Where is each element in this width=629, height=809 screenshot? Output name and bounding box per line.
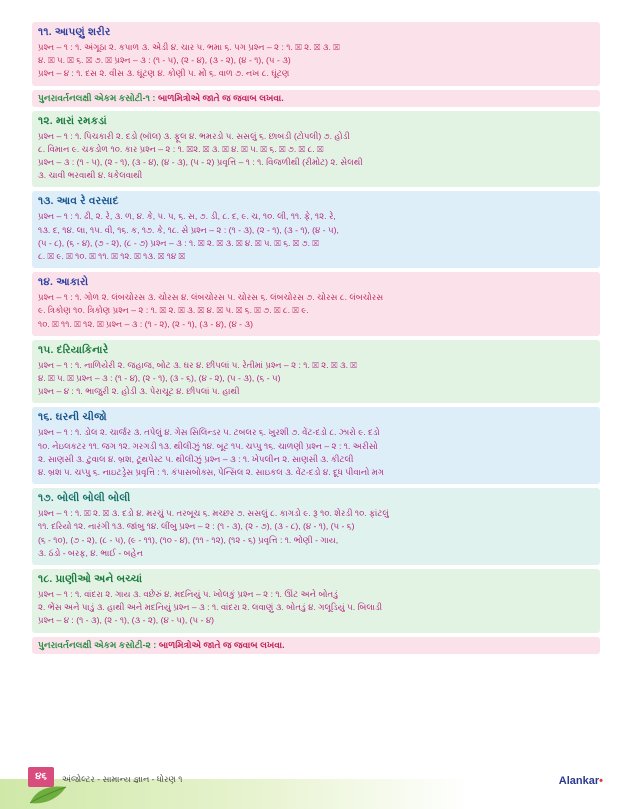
answer-line: ૧૦. ☒ ૧૧. ☒ ૧૨. ☒ પ્રશ્ન – ૩ : (૧ - ૨), (૨ - ૧), (૩ - ૪), (૪ - ૩) — [38, 318, 254, 329]
answer-line: ૩. ચાવી ભરવાથી ૪. ધકેલવાથી — [38, 170, 143, 181]
answer-line: પ્રશ્ન – ૩ : (૧ - ૫), (૨ - ૧), (૩ - ૪), (૪ - ૩), (૫ - ૨) પ્રવૃત્તિ – ૧ : ૧. વિજળીથી (રીમોટ) ૨. સેલથી — [38, 157, 363, 168]
revision-test-2 — [32, 637, 600, 654]
revision-label: પુનરાવર્તનલક્ષી એકમ કસોટી-૧ : — [38, 92, 156, 103]
section-ch15 — [32, 340, 600, 404]
answer-line: પ્રશ્ન – ૧ : ૧. ગોળ ૨. લંબચોરસ ૩. ચોરસ ૪. લંબચોરસ ૫. ચોરસ ૬. લંબચોરસ ૭. ચોરસ ૮. લંબચોરસ — [38, 292, 384, 303]
section-ch16 — [32, 407, 600, 484]
section-ch17 — [32, 488, 600, 565]
answer-line: પ્રશ્ન – ૧ : ૧. અંગૂઠા ૨. કપાળ ૩. એડી ૪. ચાર ૫. ભમા ૬. પગ પ્રશ્ન – ૨ : ૧. ☒ ૨. ☒ ૩. ☒ — [38, 42, 340, 52]
answer-line: ૧૦. નેઇલકટર ૧૧. જગ ૧૨. ગરગડી ૧૩. થીલીઝું ૧૪. બૂટ ૧૫. ચપ્પુ ૧૬. ચાળણી પ્રશ્ન – ૨ : ૧. અરીસો — [38, 440, 378, 451]
section-title: ૧૭. બોલી બોલી બોલી — [38, 492, 131, 505]
answer-line: (૬ - ૧૦), (૭ - ૨), (૮ - ૫), (૯ - ૧૧), (૧૦ - ૪), (૧૧ - ૧૨), (૧૨ - ૬) પ્રવૃત્તિ : ૧. ભોંણી - ગાય, — [38, 534, 339, 545]
answer-line: પ્રશ્ન – ૪ : ૧. દસ ૨. વીસ ૩. ઘૂંટણ ૪. કોણી ૫. મોં ૬. વાળ ૭. નખ ૮. ઘૂંટણ — [38, 68, 290, 79]
section-title: ૧૫. દરિયાકિનારે — [38, 343, 109, 356]
answer-line: ૮. ☒ ૯. ☒ ૧૦. ☒ ૧૧. ☒ ૧૨. ☒ ૧૩. ☒ ૧૪ ☒ — [38, 251, 186, 262]
answer-line: પ્રશ્ન – ૧ : ૧. ડોલ ૨. ચાર્જર ૩. તપેલું ૪. ગેસ સિલિન્ડર ૫. ટબલર ૬. ખુરશી ૭. વેંટ-દડો ૮. ઝારો ૯. દડો — [38, 427, 380, 438]
answer-line: ૨. ભેંસ અને પાડું ૩. હાથી અને મદનિયું પ્રશ્ન – ૩ : ૧. વાંદરા ૨. લવાણું ૩. બોતડું ૪. ગલૂડિયું ૫. બિલાડી — [38, 602, 383, 613]
brand-logo — [559, 775, 603, 787]
answer-line: પ્રશ્ન – ૧ : ૧. ☒ ૨. ☒ ૩. દડો ૪. મરચું ૫. તરબૂચ ૬. મચ્છર ૭. સસલું ૮. કાગડો ૯. રૂ ૧૦. શેરડી ૧૦. ફાંટલું — [38, 508, 389, 519]
section-title: ૧૩. આવ રે વરસાદ — [38, 195, 119, 208]
answer-line: ૨. સાણસી ૩. ટુવાલ ૪. બ્રશ, ટૂથપેસ્ટ ૫. થીલીઝું પ્રશ્ન – ૩ : ૧. ખેપલીન ૨. સાણસી ૩. કીટલી — [38, 453, 354, 464]
answer-line: પ્રશ્ન – ૪ : ૧. ભાજુરી ૨. હોડી ૩. પેરાચૂટ ૪. છીપલાં ૫. હાથી — [38, 386, 240, 397]
answer-line: ૧૧. દરિયો ૧૨. નારંગી ૧૩. જાંબુ ૧૪. લીંબુ પ્રશ્ન – ૨ : (૧ - ૩), (૨ - ૭), (૩ - ૮), (૪ - ૧), (૫ - ૬) — [38, 521, 355, 532]
section-title: ૧૨. મારાં રમકડાં — [38, 114, 107, 127]
section-ch18 — [32, 569, 600, 633]
page-footer — [0, 751, 629, 809]
answer-line: ૪. ☒ ૫. ☒ પ્રશ્ન – ૩ : (૧ - ૪), (૨ - ૧), (૩ - ૬), (૪ - ૨), (૫ - ૩), (૬ - ૫) — [38, 373, 281, 384]
section-ch12 — [32, 111, 600, 188]
section-title: ૧૬. ઘરની ચીજો — [38, 411, 107, 424]
section-ch14 — [32, 272, 600, 336]
answer-line: ૪. બ્રશ ૫. ચપ્પુ ૬. નાઇટડ્રેસ પ્રવૃત્તિ : ૧. કંપાસબોક્સ, પેન્સિલ ૨. સાઇકલ ૩. વેંટ-દડો ૪. દૂધ પીવાનો મગ — [38, 467, 385, 478]
answer-line: (૫ - ૮), (૬ - ૪), (૭ - ૨), (૮ - ૭) પ્રશ્ન – ૩ : ૧. ☒ ૨. ☒ ૩. ☒ ૪. ☒ ૫. ☒ ૬. ☒ ૭. ☒ — [38, 237, 319, 248]
answer-line: પ્રશ્ન – ૧ : ૧. વાંદરા ૨. ગાય ૩. વછેરું ૪. મદનિયું ૫. ખોલકું પ્રશ્ન – ૨ : ૧. ઊંટ અને બોતડું — [38, 589, 338, 600]
section-ch11 — [32, 22, 600, 86]
answers-content — [32, 22, 600, 658]
section-title: ૧૪. આકારો — [38, 276, 89, 289]
footer-note: અંજોલ્ટર - સામાન્ય જ્ઞાન - ધોરણ ૧ — [62, 774, 183, 784]
section-title: ૧૧. આપણું શરીર — [38, 26, 111, 38]
answer-line: પ્રશ્ન – ૧ : ૧. ઢી, ૨. રે, ૩. ળ, ૪. કે, ૫. પ, ૬. સ, ૭. ડી, ૮. દ, ૯. ચ, ૧૦. લી, ૧૧. ફે, ૧૨. રે, — [38, 211, 336, 222]
page-number: ૪૬ — [28, 767, 54, 787]
answer-line: ૯. ત્રિકોણ ૧૦. ત્રિકોણ પ્રશ્ન – ૨ : ૧. ☒ ૨. ☒ ૩. ☒ ૪. ☒ ૫. ☒ ૬. ☒ ૭. ☒ ૮. ☒ ૯. — [38, 305, 309, 316]
answer-line: ૮. વિમાન ૯. ચકડોળ ૧૦. કાર પ્રશ્ન – ૨ : ૧. ☒૨. ☒ ૩. ☒ ૪. ☒ ૫. ☒ ૬. ☒ ૭. ☒ ૮. ☒ — [38, 143, 324, 154]
section-title: ૧૮. પ્રાણીઓ અને બચ્ચાં — [38, 573, 143, 586]
answer-line: ૩. ઠંડો - બરફ, ૪. ભાઈ - બહેન — [38, 547, 144, 558]
answer-line: ૪. ☒ ૫. ☒ ૬. ☒ ૭. ☒ પ્રશ્ન – ૩ : (૧ - ૫), (૨ - ૪), (૩ - ૨), (૪ - ૧), (૫ - ૩) — [38, 55, 291, 66]
revision-answer: બાળમિત્રોએ જાતે જ જવાબ લખવા. — [158, 639, 285, 650]
revision-label: પુનરાવર્તનલક્ષી એકમ કસોટી-૨ : — [38, 639, 157, 650]
revision-answer: બાળમિત્રોએ જાતે જ જવાબ લખવા. — [157, 92, 284, 103]
answer-line: પ્રશ્ન – ૪ : (૧ - ૩), (૨ - ૧), (૩ - ૨), (૪ - ૫), (૫ - ૪) — [38, 615, 215, 626]
brand-dot: • — [599, 775, 603, 787]
brand-name: Alankar — [558, 775, 600, 787]
answer-line: પ્રશ્ન – ૧ : ૧. પિચકારી ૨. દડો (બૉલ) ૩. ફૂલ ૪. ભમરડો ૫. સસલું ૬. છાબડી (ટોપલી) ૭. હોડી — [38, 130, 350, 141]
answer-line: પ્રશ્ન – ૧ : ૧. નાળિયેરી ૨. જહાજ, બોટ ૩. ઘર ૪. છીપલાં ૫. રેતીમાં પ્રશ્ન – ૨ : ૧. ☒ ૨. ☒ ૩. ☒ — [38, 359, 357, 370]
section-ch13 — [32, 191, 600, 268]
answer-line: ૧૩. દ, ૧૪. લા, ૧૫. વી, ૧૬. ક, ૧૭. કે, ૧૮. સે પ્રશ્ન – ૨ : (૧ - ૩), (૨ - ૧), (૩ - ૧), (૪ - ૫), — [38, 224, 339, 235]
revision-test-1 — [32, 90, 600, 107]
